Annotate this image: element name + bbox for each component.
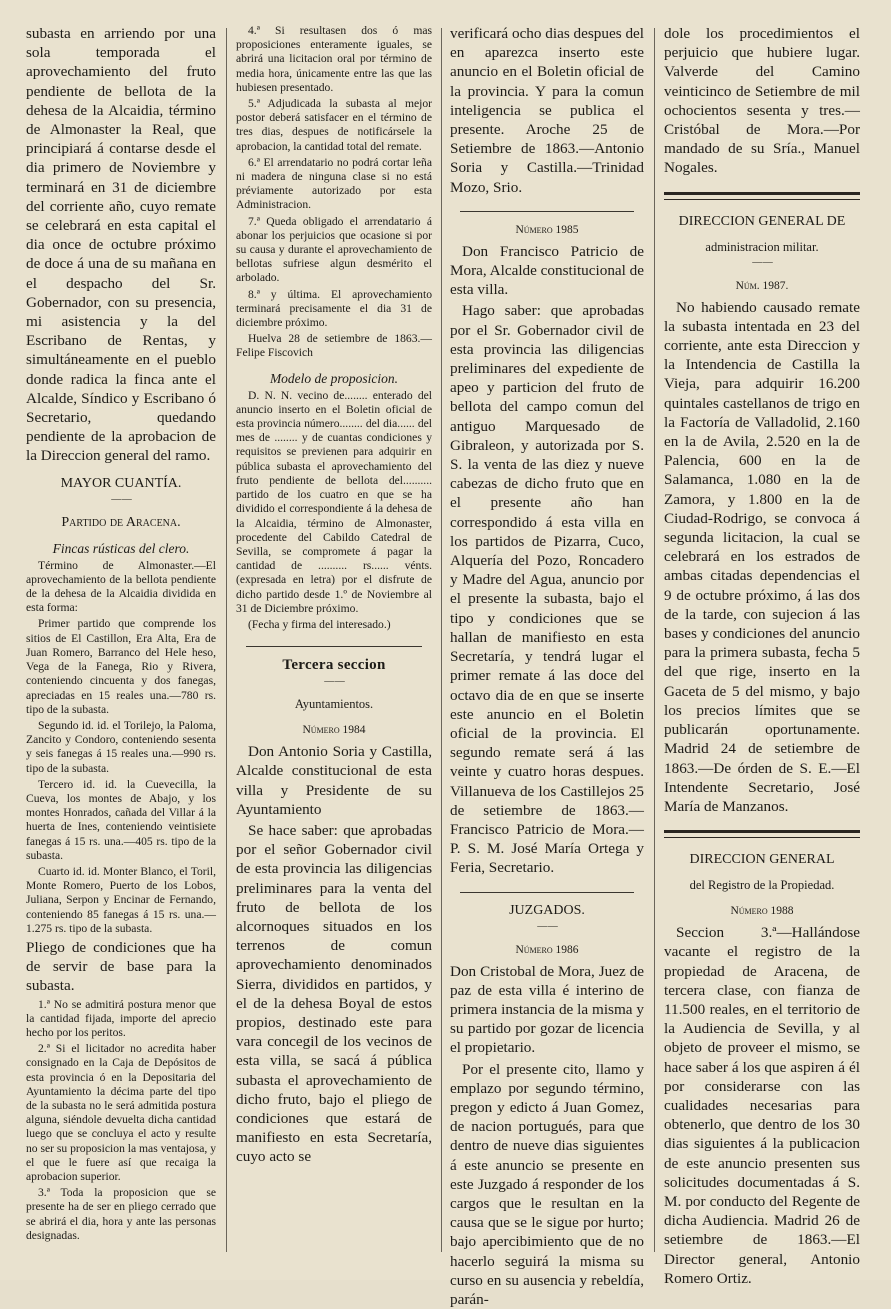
ornament-dash: — — — [111, 493, 131, 505]
column-divider — [654, 28, 655, 1252]
article-paragraph: (Fecha y firma del interesado.) — [248, 617, 391, 631]
double-rule — [664, 192, 860, 200]
article-paragraph: Por el presente cito, llamo y emplazo por segundo término, pregon y edicto á Juan Gomez, de nacion portugués, para que dentro de nueve dias siguientes á este anuncio se presente en este Juzgado á responder de los cargos que le resultan en la causa que se le sigue por hurto; bajo apercibimiento que de no hacerlo seguirá la misma su curso en su ausencia y rebeldía, parán- — [450, 1060, 644, 1308]
notice-number: Núm. 1987. — [735, 279, 789, 292]
section-heading: Modelo de proposicion. — [269, 370, 399, 386]
ornament-dash: — — — [324, 676, 344, 688]
rule-thin — [664, 199, 860, 200]
article-paragraph: 8.ª y última. El aprovechamiento terminará precisamente el dia 31 de diciembre próximo. — [236, 287, 432, 330]
double-rule — [664, 830, 860, 838]
article-paragraph: Término de Almonaster.—El aprovechamiento de la bellota pendiente de la dehesa de la Alcaidia dividida en esta forma: — [26, 558, 216, 615]
article-paragraph: Pliego de condiciones que ha de servir de base para la subasta. — [26, 938, 216, 995]
article-paragraph: dole los procedimientos el perjuicio que hubiere lugar. Valverde del Camino veinticinco de Setiembre de mil ochocientos sesenta y tres.—Cristóbal de Mora.—Por mandado de su Sría., Manuel Nogales. — [664, 25, 860, 177]
article-paragraph: Huelva 28 de setiembre de 1863.—Felipe Fiscovich — [236, 332, 432, 360]
article-paragraph: Cuarto id. id. Monter Blanco, el Toril, Monte Romero, Puerto de los Lobos, Juliana, Serpon y Encinar de Fernando, conteniendo 85 fanegas á 15 rs. una.—1.275 rs. tipo de la subasta. — [26, 864, 216, 935]
ornament-dash: — — — [752, 256, 772, 268]
article-paragraph: Segundo id. id. el Torilejo, la Paloma, Zancito y Condoro, conteniendo sesenta y seis fanegas á 15 reales una.—990 rs. tipo de la subasta. — [26, 718, 216, 775]
article-paragraph: Don Cristobal de Mora, Juez de paz de esta villa é interino de primera instancia de la misma y su partido por gozar de licencia el propietario. — [450, 962, 644, 1057]
article-paragraph: 4.ª Si resultasen dos ó mas proposiciones enteramente iguales, se abrirá una licitacion oral por término de media hora, únicamente entre las que las hubiesen presentado. — [236, 24, 432, 94]
notice-number: Número 1985 — [515, 223, 579, 236]
section-heading: MAYOR CUANTÍA. — [60, 475, 182, 491]
rule-thin — [664, 837, 860, 838]
article-paragraph: No habiendo causado remate la subasta intentada en 23 del corriente, ante esta Direccion y la Intendencia de Castilla la Vieja, para adquirir 16.200 quintales castellanos de trigo en la Factoría de Valladolid, 2.160 en la de Avila, 2.520 en la de Palencia, 600 en la de Salamanca, 1.080 en la de Zamora, y 1.800 en la de Ciudad-Rodrigo, se convoca á segunda licitacion, la cual se celebrará en los estrados de ambas citadas dependencias el 9 de octubre próximo, á las dos de la tarde, con sujecion á las bases y condiciones del anuncio para la primera subasta, fecha 5 del que rige, inserto en la Gaceta de 5 del mismo, y bajo los precios límites que se publicarán oportunamente. Madrid 24 de setiembre de 1863.—De órden de S. E.—El Intendente Secretario, José María de Manzanos. — [664, 298, 860, 815]
section-heading: JUZGADOS. — [509, 902, 585, 918]
section-rule — [460, 211, 634, 212]
article-paragraph: Se hace saber: que aprobadas por el señor Gobernador civil de esta provincia las diligencias preliminares para la venta del fruto de bellota de los alcornoques situados en los terrenos de comun aprovechamiento denominados Sierra, divididos en partidos, y el de la dehesa Boyal de estos propios, destinado este para vara concegil de los vecinos de esta villa, se sacá á pública subasta el aprovechamiento de dicho fruto, bajo el pliego de condiciones que estará de manifiesto en esta Secretaría, cuyo acto se — [236, 821, 432, 1166]
article-paragraph: Hago saber: que aprobadas por el Sr. Gobernador civil de esta provincia las diligencias preliminares del expediente de apeo y particion del fruto de bellota del campo comun del antiguo Marquesado de Gibraleon, y autorizada por S. S. la venta de las diez y nueve cabezas de dicho fruto que en el presente año han correspondido á esta villa en los partidos de Pizarra, Cuco, Alquería del Pozo, Roncadero y Madre del Agua, anuncio por el presente la subasta, bajo el tipo y condiciones que se hallan de manifiesto en esta Secretaría, y tendrá lugar el primer remate á las doce del octavo dia de en que se inserte este anuncio en el Boletin oficial de la provincia. El segundo remate será á las veinte y cuatro horas despues. Villanueva de los Castillejos 25 de setiembre de 1863.—Francisco Patricio de Mora.—P. S. M. José María Ortega y Feria, Secretario. — [450, 302, 644, 877]
article-paragraph: Tercero id. id. la Cuevecilla, la Cueva, los montes de Abajo, y los montes Honrados, cañada del Villar á la huerta de Ines, conteniendo veintisiete fanegas á 15 rs. una.—405 rs. tipo de la subasta. — [26, 777, 216, 862]
section-heading: Tercera seccion — [282, 657, 386, 674]
column-divider — [441, 28, 442, 1252]
section-heading: DIRECCION GENERAL — [689, 852, 835, 868]
article-paragraph: 2.ª Si el licitador no acredita haber consignado en la Caja de Depósitos de esta provincia ó en la Depositaria del Ayuntamiento la décima parte del tipo de la subasta no le será admitida postura alguna, siéndole devuelta dicha cantidad luego que se concluya el acto y resulte no ser su proposicion la mas ventajosa, y el que le fuere así que recaiga la aprobacion superior. — [26, 1042, 216, 1183]
section-heading: del Registro de la Propiedad. — [689, 878, 835, 893]
section-heading: DIRECCION GENERAL DE — [678, 213, 846, 229]
section-heading: administracion militar. — [705, 239, 819, 254]
notice-number: Número 1984 — [302, 724, 366, 737]
notice-number: Número 1988 — [730, 905, 794, 918]
article-paragraph: Don Antonio Soria y Castilla, Alcalde constitucional de esta villa y Presidente de su Ayuntamiento — [236, 743, 432, 818]
column-3 — [450, 24, 645, 1308]
article-paragraph: Seccion 3.ª—Hallándose vacante el registro de la propiedad de Aracena, de tercera clase, con fianza de 11.500 reales, en el territorio de la Audiencia de Sevilla, y al objeto de proveer el mismo, se hace saber á los que aspiren á él por considerarse con las cualidades necesarias para obtenerlo, que dentro de los 30 dias siguientes á la publicacion de este anuncio presenten sus solicitudes documentadas á S. M. por conducto del Regente de dicha Audiencia. Madrid 26 de setiembre de 1863.—El Director general, Antonio Romero Ortiz. — [664, 924, 860, 1287]
rule-thick — [664, 830, 860, 833]
article-paragraph: 5.ª Adjudicada la subasta al mejor postor deberá satisfacer en el término de tres dias, despues de notificársele la aprobacion, la cantidad total del remate. — [236, 97, 432, 153]
column-divider — [226, 28, 227, 1252]
section-heading: Fincas rústicas del clero. — [52, 540, 190, 556]
article-paragraph: subasta en arriendo por una sola temporada el aprovechamiento del fruto pendiente de bellota de la dehesa de la Alcaidia, término de Almonaster la Real, que principiará á contarse desde el dia primero de Noviembre y terminará en 31 de diciembre del corriente año, cuyo remate se celebrará en esta capital el dia once de octubre próximo de doce á una de su mañana en el despacho del Sr. Gobernador, con su presencia, mi asistencia y la del Escribano de Rentas, y simultáneamente en el pueblo donde radica la finca ante el Alcalde, Síndico y Escribano ó Secretario, quedando pendiente de la aprobacion de la Direccion general del ramo. — [26, 25, 216, 465]
article-paragraph: D. N. N. vecino de........ enterado del anuncio inserto en el Boletin oficial de esta provincia número........ del dia...... del mes de ........ y de cuantas condiciones y requisitos se previenen para adquirir en pública subasta el aprovechamiento del fruto pendiente de bellota del.......... partido de los cuatro en que se ha dividido el correspondiente á la dehesa de la Alcaidia, término de Almonaster, procedente del Cabildo Catedral de Sevilla, se compromete á pagar la cantidad de .......... rs...... vénts. (expresada en letra) por el disfrute de dicho partido desde 1.º de Noviembre al 31 de Diciembre próximo. — [236, 388, 432, 615]
article-paragraph: 6.ª El arrendatario no podrá cortar leña ni madera de ninguna clase si no está préviamente autorizado por esta Administracion. — [236, 155, 432, 212]
section-heading: Ayuntamientos. — [294, 697, 374, 712]
column-4 — [664, 24, 860, 1287]
section-heading: Partido de Aracena. — [61, 514, 181, 530]
article-paragraph: Don Francisco Patricio de Mora, Alcalde constitucional de esta villa. — [450, 242, 645, 299]
column-2 — [236, 24, 432, 1264]
rule-thick — [664, 192, 860, 195]
article-paragraph: 1.ª No se admitirá postura menor que la cantidad fijada, importe del aprecio hecho por los peritos. — [26, 997, 216, 1039]
column-1 — [26, 24, 216, 1264]
article-paragraph: verificará ocho dias despues del en aparezca inserto este anuncio en el Boletin oficial de la provincia. Y para la comun inteligencia se publica el presente. Aroche 25 de Setiembre de 1863.—Antonio Soria y Castilla.—Trinidad Mozo, Srio. — [450, 25, 644, 196]
section-rule — [246, 646, 422, 647]
ornament-dash: — — — [537, 920, 557, 932]
article-paragraph: 3.ª Toda la proposicion que se presente ha de ser en pliego cerrado que se abrirá el dia, hora y ante las personas designadas. — [26, 1186, 216, 1242]
article-paragraph: 7.ª Queda obligado el arrendatario á abonar los perjuicios que ocasione si por su causa y durante el aprovechamiento de bellotas sufriese algun desmérito el arbolado. — [236, 214, 432, 285]
notice-number: Número 1986 — [515, 943, 579, 956]
article-paragraph: Primer partido que comprende los sitios de El Castillon, Era Alta, Era de Juan Romero, Barranco del Hele heso, Vega de la Fanega, Rio y Rivera, conteniendo cincuenta y dos fanegas, apreciadas en 15 reales una.—780 rs. tipo de la subasta. — [26, 617, 216, 716]
section-rule — [460, 892, 634, 893]
